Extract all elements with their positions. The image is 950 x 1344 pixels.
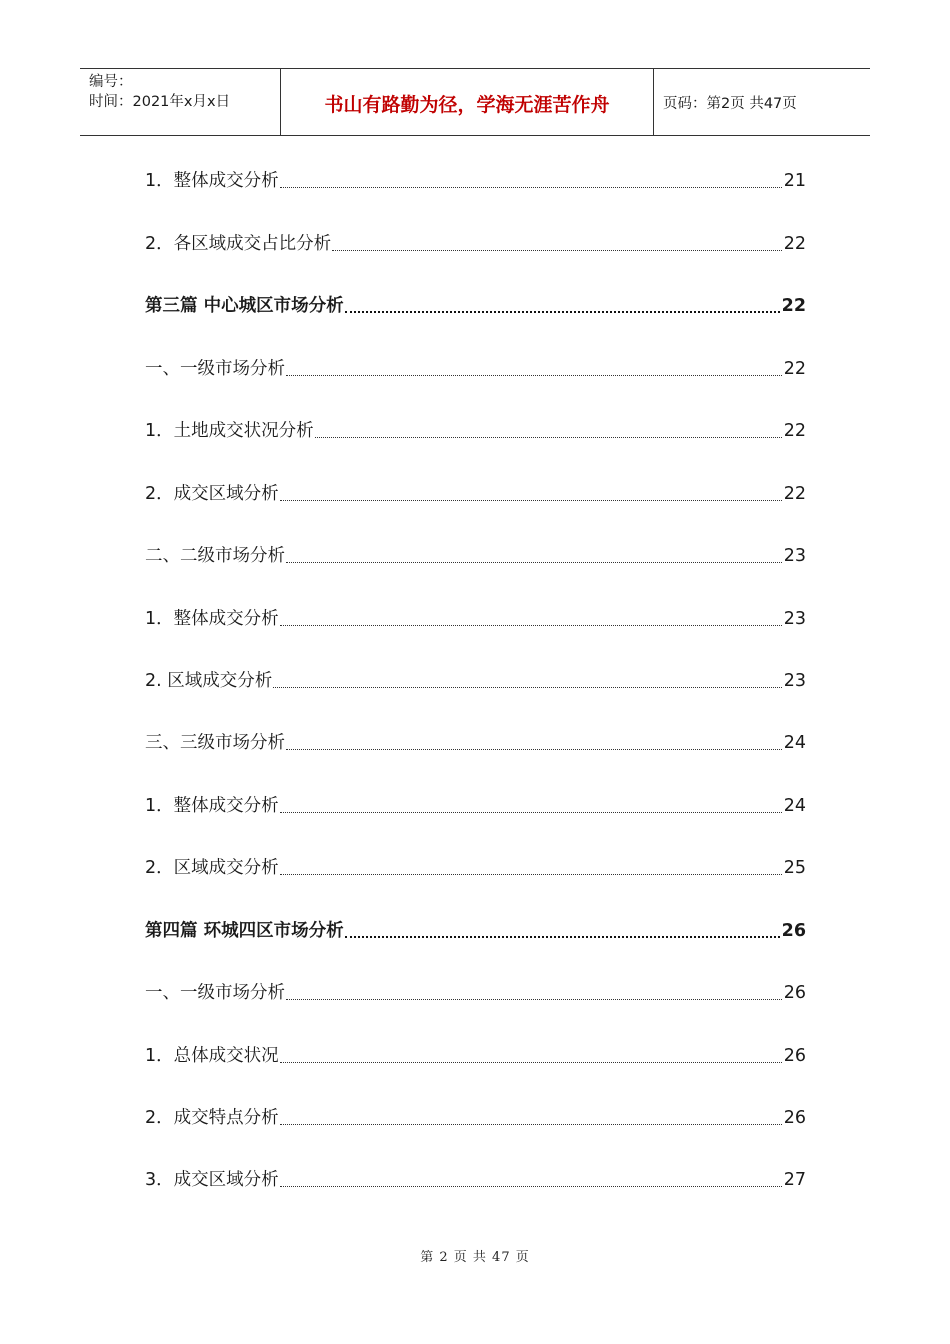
toc-entry-title: 第四篇 环城四区市场分析 xyxy=(145,920,344,941)
toc-entry[interactable] xyxy=(145,1034,806,1096)
toc-dot-leader xyxy=(280,1124,782,1125)
toc-entry[interactable] xyxy=(145,1097,806,1159)
toc-dot-leader xyxy=(286,749,782,750)
toc-entry-title: 2. 区域成交分析 xyxy=(145,670,273,691)
toc-entry-page-number: 23 xyxy=(783,608,806,629)
toc-entry[interactable] xyxy=(145,535,806,597)
toc-entry-page-number: 22 xyxy=(783,358,806,379)
toc-entry-page-number: 21 xyxy=(783,171,806,192)
toc-dot-leader xyxy=(280,812,782,813)
toc-entry[interactable] xyxy=(145,597,806,659)
toc-entry-page-number: 23 xyxy=(783,670,806,691)
toc-entry-page-number: 27 xyxy=(783,1170,806,1191)
toc-dot-leader xyxy=(332,250,782,251)
toc-dot-leader xyxy=(280,1186,782,1187)
toc-entry-title: 1．总体成交状况 xyxy=(145,1045,279,1066)
toc-entry[interactable] xyxy=(145,410,806,472)
toc-entry-title: 1．土地成交状况分析 xyxy=(145,421,314,442)
toc-entry[interactable] xyxy=(145,784,806,846)
toc-dot-leader xyxy=(345,936,780,938)
page-footer: 第 2 页 共 47 页 xyxy=(420,1250,530,1265)
toc-entry[interactable] xyxy=(145,660,806,722)
toc-entry-title: 1．整体成交分析 xyxy=(145,608,279,629)
toc-entry-page-number: 26 xyxy=(783,1045,806,1066)
toc-entry[interactable] xyxy=(145,909,806,971)
toc-entry-title: 第三篇 中心城区市场分析 xyxy=(145,296,344,317)
toc-entry-page-number: 24 xyxy=(783,733,806,754)
toc-entry-title: 二、二级市场分析 xyxy=(145,546,285,567)
toc-dot-leader xyxy=(345,311,780,313)
toc-dot-leader xyxy=(280,874,782,875)
document-date-label: 时间：2021年x月x日 xyxy=(89,94,231,110)
header-page-info: 页码：第2页 共47页 xyxy=(663,95,797,112)
toc-dot-leader xyxy=(280,187,782,188)
toc-entry[interactable] xyxy=(145,160,806,222)
document-number-label: 编号： xyxy=(89,74,133,90)
toc-entry[interactable] xyxy=(145,847,806,909)
toc-entry[interactable] xyxy=(145,1159,806,1221)
toc-entry-page-number: 22 xyxy=(783,421,806,442)
header-meta xyxy=(80,69,281,135)
toc-dot-leader xyxy=(286,562,782,563)
toc-entry-title: 三、三级市场分析 xyxy=(145,733,285,754)
toc-entry[interactable] xyxy=(145,722,806,784)
toc-entry-title: 2．区域成交分析 xyxy=(145,858,279,879)
toc-entry-page-number: 24 xyxy=(783,795,806,816)
toc-entry-page-number: 26 xyxy=(783,1108,806,1128)
toc-dot-leader xyxy=(273,687,781,688)
toc-entry[interactable] xyxy=(145,347,806,409)
toc-entry-title: 2．各区域成交占比分析 xyxy=(145,233,332,254)
toc-entry-title: 1．整体成交分析 xyxy=(145,171,279,192)
toc-entry-page-number: 26 xyxy=(783,983,806,1004)
toc-dot-leader xyxy=(280,1062,782,1063)
toc-entry[interactable] xyxy=(145,972,806,1034)
toc-entry-page-number: 22 xyxy=(783,233,806,254)
toc-entry-title: 一、一级市场分析 xyxy=(145,358,285,379)
page-header xyxy=(80,68,870,136)
toc-dot-leader xyxy=(280,500,782,501)
table-of-contents xyxy=(145,160,806,1221)
toc-entry[interactable] xyxy=(145,285,806,347)
toc-entry-title: 2．成交区域分析 xyxy=(145,483,279,504)
header-motto: 书山有路勤为径，学海无涯苦作舟 xyxy=(281,69,654,135)
toc-entry-title: 1．整体成交分析 xyxy=(145,795,279,816)
toc-dot-leader xyxy=(286,375,782,376)
toc-entry-title: 3．成交区域分析 xyxy=(145,1170,279,1191)
toc-entry[interactable] xyxy=(145,222,806,284)
toc-entry-title: 2．成交特点分析 xyxy=(145,1108,279,1128)
toc-dot-leader xyxy=(315,437,782,438)
toc-entry-page-number: 26 xyxy=(781,920,806,941)
toc-dot-leader xyxy=(280,625,782,626)
toc-dot-leader xyxy=(286,999,782,1000)
toc-entry-title: 一、一级市场分析 xyxy=(145,983,285,1004)
toc-entry[interactable] xyxy=(145,472,806,534)
toc-entry-page-number: 22 xyxy=(783,483,806,504)
toc-entry-page-number: 25 xyxy=(783,858,806,879)
toc-entry-page-number: 22 xyxy=(781,296,806,317)
toc-entry-page-number: 23 xyxy=(783,546,806,567)
